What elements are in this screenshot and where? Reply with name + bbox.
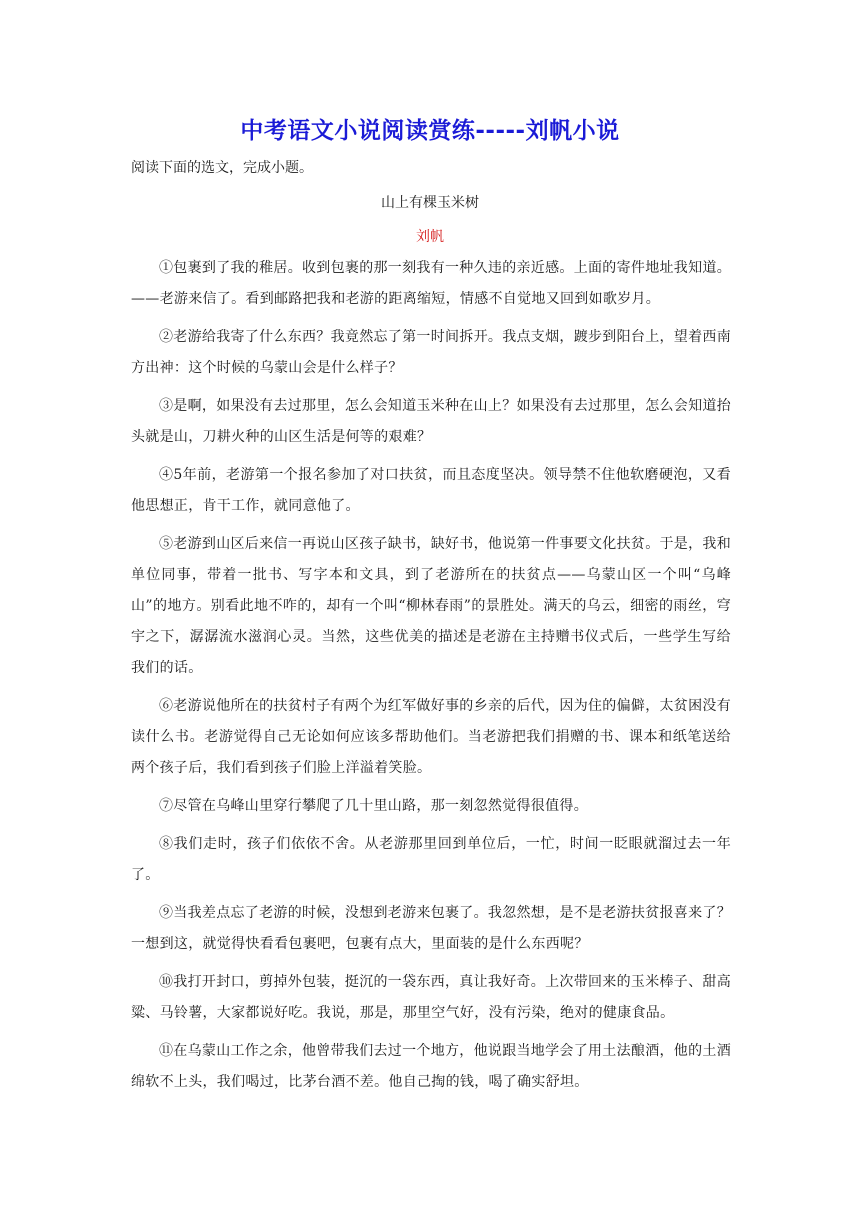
paragraph-9: ⑨当我差点忘了老游的时候，没想到老游来包裹了。我忽然想，是不是老游扶贫报喜来了？一想到这，就觉得快看看包裹吧，包裹有点大，里面装的是什么东西呢？ [131,905,731,952]
paragraph-11: ⑪在乌蒙山工作之余，他曾带我们去过一个地方，他说跟当地学会了用土法酿酒，他的土酒绵软不上头，我们喝过，比茅台酒不差。他自己掏的钱，喝了确实舒坦。 [131,1043,731,1090]
reading-instruction: 阅读下面的选文，完成小题。 [131,160,313,176]
paragraph-5: ⑤老游到山区后来信一再说山区孩子缺书，缺好书，他说第一件事要文化扶贫。于是，我和单位同事，带着一批书、写字本和文具，到了老游所在的扶贫点——乌蒙山区一个叫“乌峰山”的地方。别看此地不咋的，却有一个叫“柳林春雨”的景胜处。满天的乌云，细密的雨丝，穹宇之下，潺潺流水滋润心灵。当然，这些优美的描述是老游在主持赠书仪式后，一些学生写给我们的话。 [131,536,731,676]
paragraph-7: ⑦尽管在乌峰山里穿行攀爬了几十里山路，那一刻忽然觉得很值得。 [159,798,588,814]
document-title: 中考语文小说阅读赏练-----刘帆小说 [240,118,620,144]
paragraph-1: ①包裹到了我的稚居。收到包裹的那一刻我有一种久违的亲近感。上面的寄件地址我知道。——老游来信了。看到邮路把我和老游的距离缩短，情感不自觉地又回到如歌岁月。 [131,260,731,307]
paragraph-6: ⑥老游说他所在的扶贫村子有两个为红军做好事的乡亲的后代，因为住的偏僻，太贫困没有读什么书。老游觉得自己无论如何应该多帮助他们。当老游把我们捐赠的书、课本和纸笔送给两个孩子后，我们看到孩子们脸上洋溢着笑脸。 [131,698,731,776]
paragraph-8: ⑧我们走时，孩子们依依不舍。从老游那里回到单位后，一忙，时间一眨眼就溜过去一年了。 [131,836,731,883]
paragraph-3: ③是啊，如果没有去过那里，怎么会知道玉米种在山上？如果没有去过那里，怎么会知道抬头就是山，刀耕火种的山区生活是何等的艰难？ [131,398,731,445]
story-title: 山上有棵玉米树 [381,195,479,211]
paragraph-4: ④5年前，老游第一个报名参加了对口扶贫，而且态度坚决。领导禁不住他软磨硬泡，又看他思想正，肯干工作，就同意他了。 [131,467,731,514]
paragraph-2: ②老游给我寄了什么东西？我竟然忘了第一时间拆开。我点支烟，踱步到阳台上，望着西南方出神：这个时候的乌蒙山会是什么样子？ [131,329,731,376]
story-author: 刘帆 [416,229,444,245]
paragraph-10: ⑩我打开封口，剪掉外包装，挺沉的一袋东西，真让我好奇。上次带回来的玉米棒子、甜高粱、马铃薯，大家都说好吃。我说，那是，那里空气好，没有污染，绝对的健康食品。 [131,974,731,1021]
story-body [131,253,731,1105]
